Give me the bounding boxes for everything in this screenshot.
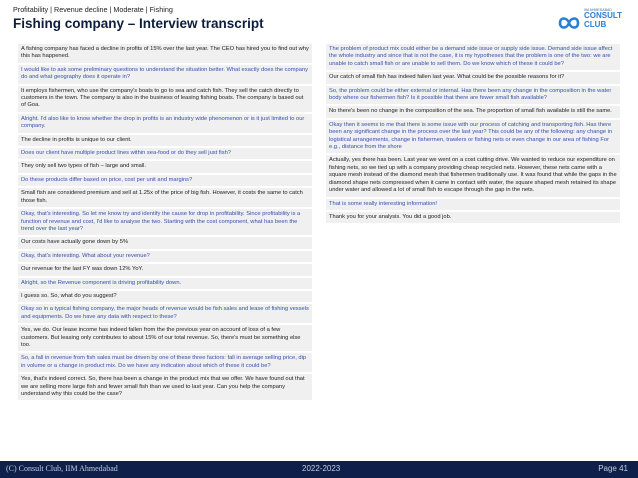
transcript-entry: A fishing company has faced a decline in profits of 15% over the last year. The CEO has hired you to find out why this has happened. [18, 44, 312, 63]
transcript-entry: Our revenue for the last FY was down 12% YoY. [18, 264, 312, 275]
logo-line-1: CONSULT [584, 11, 623, 20]
transcript-entry: I guess so. So, what do you suggest? [18, 291, 312, 302]
transcript-entry: Do these products differ based on price, cost per unit and margins? [18, 175, 312, 186]
transcript-entry: So, the problem could be either external or internal. Has there been any change in the composition in the water body where our fishermen fish? Is it possible that there are fewer small fish available? [326, 86, 620, 105]
logo-tagline: IIM AHMEDABAD [584, 8, 612, 12]
transcript-left-column [18, 44, 312, 400]
transcript-entry: Okay, that's interesting. What about your revenue? [18, 251, 312, 262]
transcript-entry: The decline in profits is unique to our client. [18, 135, 312, 146]
transcript-entry: I would like to ask some preliminary questions to understand the situation better. What exactly does the company do and what geography does it operate in? [18, 65, 312, 84]
transcript-entry: Okay so in a typical fishing company, the major heads of revenue would be fish sales and lease of fishing vessels and equipments. Do we have any data with respect to these? [18, 304, 312, 323]
transcript-entry: Okay then it seems to me that there is some issue with our process of catching and transporting fish. Has there been any significant change in the process over the last year? This could be any of the following: any change in logistical arrangements, change in fishermen, trawlers or fishing nets or even change in our area of fishing For e.g., distance from the shore [326, 120, 620, 154]
infinity-logo-icon [556, 13, 582, 33]
breadcrumb: Profitability | Revenue decline | Moderate | Fishing [13, 5, 173, 14]
transcript-entry: No there's been no change in the composition of the sea. The proportion of small fish available is still the same. [326, 106, 620, 117]
transcript-entry: Our costs have actually gone down by 5% [18, 237, 312, 248]
page-number: Page 41 [598, 464, 628, 473]
logo-line-2: CLUB [584, 19, 607, 29]
transcript-entry: Actually, yes there has been. Last year we went on a cost cutting drive. We wanted to reduce our expenditure on fishing nets, so we tied up with a company providing cheap recycled nets. However, these nets came with a square mesh instead of the diamond mesh that fishermen traditionally use. It was found that while the gaps in the diamond shape nets compressed when it came in contact with water, the square shaped mesh retained its shape under water and allowed a lot of small fish to escape through the gap in the nets. [326, 155, 620, 196]
consult-club-logo [556, 8, 634, 38]
transcript-entry: Does our client have multiple product lines within sea-food or do they sell just fish? [18, 148, 312, 159]
transcript-entry: Alright, so the Revenue component is driving profitability down. [18, 278, 312, 289]
transcript-entry: Yes, that's indeed correct. So, there has been a change in the product mix that we offer. We have found out that we are selling more large fish and fewer small fish than we used to last year. Can you help the company understand why this could be the case? [18, 374, 312, 400]
transcript-entry: Thank you for your analysis. You did a good job. [326, 212, 620, 223]
transcript-entry: Yes, we do. Our lease income has indeed fallen from the the previous year on account of loss of a few customers. But leasing only contributes to about 15% of our total revenue. So, there's must be something else too. [18, 325, 312, 351]
transcript-entry: Small fish are considered premium and sell at 1.25x of the price of big fish. However, it costs the same to catch those fish. [18, 188, 312, 207]
transcript-entry: Alright. I'd also like to know whether the drop in profits is an industry wide phenomenon or is it just limited to our company. [18, 114, 312, 133]
transcript-entry: That is some really interesting information! [326, 199, 620, 210]
transcript-entry: It employs fishermen, who use the company's boats to go to sea and catch fish. They sell the catch directly to customers in the town. The company is also in the business of leasing fishing boats. The company is based out of Goa. [18, 86, 312, 112]
footer-year: 2022-2023 [302, 464, 341, 473]
footer-bar [0, 461, 638, 478]
transcript-entry: Okay, that's interesting. So let me know try and identify the cause for drop in profitability. Since profitability is a function of revenue and cost, I'd like to analyse the two. Starting with the cost component, what has been the trend over the last year? [18, 209, 312, 235]
page-title: Fishing company – Interview transcript [13, 16, 264, 31]
footer-copyright: (C) Consult Club, IIM Ahmedabad [6, 464, 118, 473]
transcript-right-column [326, 44, 620, 223]
transcript-entry: So, a fall in revenue from fish sales must be driven by one of these three factors: fall in average selling price, dip in volume or a change in product mix. Do we have any indication about which of these it could be? [18, 353, 312, 372]
logo-wordmark [584, 12, 622, 29]
transcript-entry: The problem of product mix could either be a demand side issue or supply side issue. Demand side issue affect the whole industry and since that is not the case, it is my hypotheses that the problem is one of the two: we are unable to catch small fish or are unable to sell them. Do we know which of these it could be? [326, 44, 620, 70]
transcript-entry: They only sell two types of fish – large and small. [18, 161, 312, 172]
transcript-entry: Our catch of small fish has indeed fallen last year. What could be the possible reasons for it? [326, 72, 620, 83]
